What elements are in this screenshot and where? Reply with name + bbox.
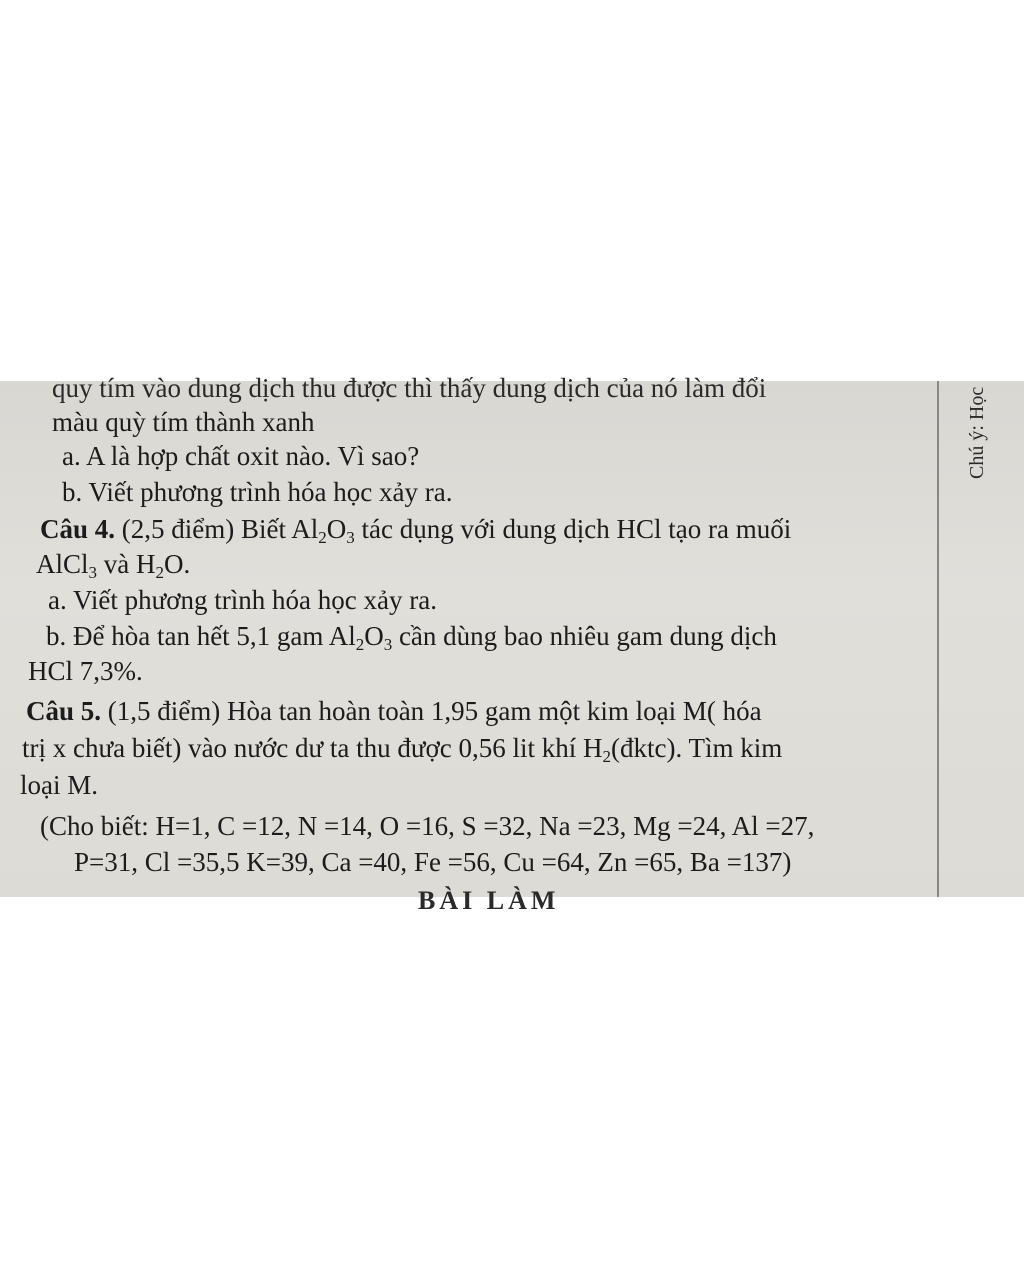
q5-line-3: loại M. [20,770,98,800]
q5-line-1: Câu 5. (1,5 điểm) Hòa tan hoàn toàn 1,95 gam một kim loại M( hóa [26,696,762,726]
q5-line-2: trị x chưa biết) vào nước dư ta thu được 0,56 lit khí $H_2(đktc)$. Tìm kim [22,733,783,766]
q3-part-a: a. A là hợp chất oxit nào. Vì sao? [62,441,420,471]
side-margin-note: Chú ý: Học [966,386,988,479]
q4-formula-al2o3: $Al_2O_3$ [291,514,355,547]
q4-formula-h2o: $H_2O$. [136,549,191,582]
q4-line-1 [40,512,791,546]
cut-off-bottom-heading: BÀI LÀM [418,886,560,915]
q3-part-b: b. Viết phương trình hóa học xảy ra. [62,477,453,507]
q4-formula-alcl3: AlCl$_3$ [36,549,98,582]
q4-and: và [103,549,130,579]
given-line-1: (Cho biết: H=1, C =12, N =14, O =16, S =32, Na =23, Mg =24, Al =27, [40,811,815,841]
exam-sheet [0,373,1024,915]
q4-part-b-line-2: HCl 7,3%. [28,656,143,686]
q5-label: Câu 5. [26,696,102,726]
q4-points: (2,5 điểm) Biết [121,514,286,544]
q4-formula-al2o3-b: $Al_2O_3$ [328,621,393,654]
margin-divider [937,381,939,897]
intro-line-2: màu quỳ tím thành xanh [52,407,315,437]
q4-line-2 [36,547,190,581]
document-photo [0,373,1024,915]
given-line-2: P=31, Cl =35,5 K=39, Ca =40, Fe =56, Cu =64, Zn =65, Ba =137) [74,847,792,877]
q4-part-b: b. Để hòa tan hết 5,1 gam $Al_2O_3$ cần dùng bao nhiêu gam dung dịch [46,621,777,654]
q4-text-after: tác dụng với dung dịch HCl tạo ra muối [361,514,792,544]
q4-part-a: a. Viết phương trình hóa học xảy ra. [48,585,437,615]
q5-formula-h2: $H_2$ [582,733,611,766]
q4-label: Câu 4. [40,514,116,544]
cut-off-top-line: quy tím vào dung dịch thu được thì thấy dung dịch của nó làm đổi [52,373,767,403]
